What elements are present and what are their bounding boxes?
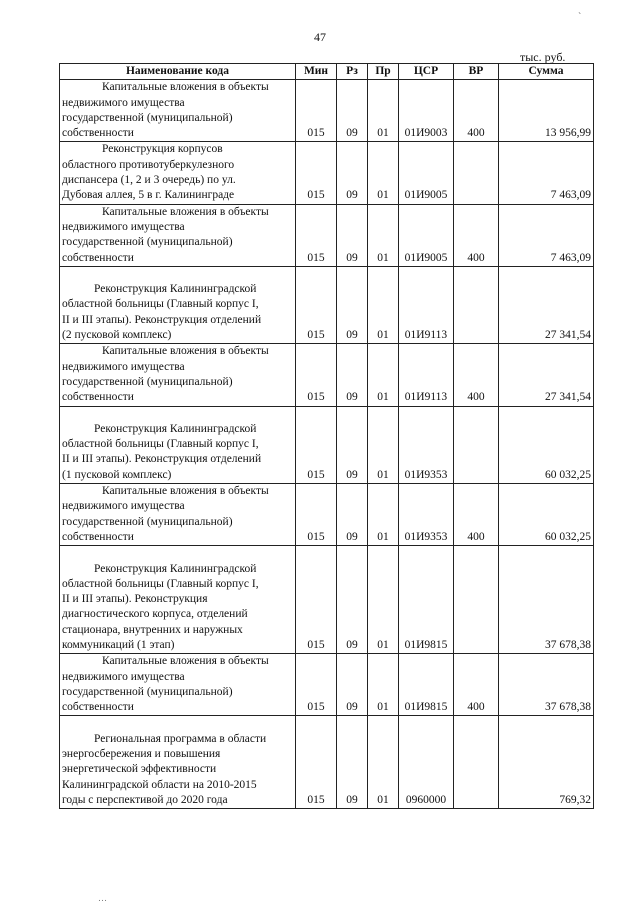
row-name	[60, 406, 296, 483]
row-pr: 01	[368, 406, 399, 483]
row-min: 015	[296, 716, 337, 809]
row-vr: 400	[454, 484, 499, 546]
row-pr: 01	[368, 266, 399, 343]
row-name-line: недвижимого имущества	[62, 220, 185, 233]
row-name-line: собственности	[62, 391, 134, 404]
table-row	[60, 406, 594, 483]
units-label: тыс. руб.	[520, 50, 566, 64]
table-row	[60, 654, 594, 716]
row-name-line	[62, 546, 293, 561]
row-name-line: II и III этапы). Реконструкция отделений	[62, 313, 262, 326]
row-rz: 09	[337, 484, 368, 546]
row-csr: 01И9353	[399, 406, 454, 483]
row-sum: 37 678,38	[499, 546, 594, 654]
row-name-line: II и III этапы). Реконструкция	[62, 593, 208, 606]
row-csr: 01И9113	[399, 266, 454, 343]
table-row	[60, 266, 594, 343]
row-name-line: коммуникаций (1 этап)	[62, 638, 175, 651]
row-min: 015	[296, 654, 337, 716]
row-name-line: недвижимого имущества	[62, 96, 185, 109]
row-name	[60, 142, 296, 204]
row-name	[60, 80, 296, 142]
row-pr: 01	[368, 80, 399, 142]
row-name-line: государственной (муниципальной)	[62, 685, 233, 698]
row-name	[60, 204, 296, 266]
col-header-name: Наименование кода	[60, 64, 296, 80]
row-name-line: диагностического корпуса, отделений	[62, 608, 248, 621]
table-row	[60, 484, 594, 546]
row-vr	[454, 716, 499, 809]
row-min: 015	[296, 344, 337, 406]
row-rz: 09	[337, 142, 368, 204]
row-min: 015	[296, 484, 337, 546]
row-name-line: энергетической эффективности	[62, 763, 217, 776]
row-pr: 01	[368, 716, 399, 809]
row-sum: 769,32	[499, 716, 594, 809]
row-pr: 01	[368, 142, 399, 204]
row-vr: 400	[454, 80, 499, 142]
row-sum: 60 032,25	[499, 484, 594, 546]
row-rz: 09	[337, 546, 368, 654]
row-vr: 400	[454, 654, 499, 716]
budget-table	[59, 63, 594, 809]
row-sum: 60 032,25	[499, 406, 594, 483]
row-name-line: областной больницы (Главный корпус I,	[62, 298, 259, 311]
row-csr: 01И9815	[399, 654, 454, 716]
row-rz: 09	[337, 406, 368, 483]
row-pr: 01	[368, 484, 399, 546]
row-csr: 01И9113	[399, 344, 454, 406]
row-name-line: собственности	[62, 701, 134, 714]
table-row	[60, 546, 594, 654]
row-name-line: Дубовая аллея, 5 в г. Калининграде	[62, 189, 235, 202]
row-min: 015	[296, 80, 337, 142]
row-sum: 7 463,09	[499, 142, 594, 204]
row-name-line: Капитальные вложения в объекты	[102, 81, 269, 94]
row-csr: 01И9003	[399, 80, 454, 142]
row-name-line: областного противотуберкулезного	[62, 158, 235, 171]
row-vr: 400	[454, 344, 499, 406]
row-csr: 0960000	[399, 716, 454, 809]
row-name-line: областной больницы (Главный корпус I,	[62, 438, 259, 451]
row-name-line: (1 пусковой комплекс)	[62, 468, 172, 481]
row-name-line: недвижимого имущества	[62, 500, 185, 513]
table-row	[60, 80, 594, 142]
row-name-line: государственной (муниципальной)	[62, 111, 233, 124]
table-row	[60, 344, 594, 406]
row-name	[60, 546, 296, 654]
col-header-rz: Рз	[337, 64, 368, 80]
row-pr: 01	[368, 654, 399, 716]
row-name	[60, 266, 296, 343]
row-min: 015	[296, 406, 337, 483]
col-header-vr: ВР	[454, 64, 499, 80]
row-name-line: Региональная программа в области	[94, 732, 267, 745]
row-min: 015	[296, 142, 337, 204]
row-vr: 400	[454, 204, 499, 266]
row-name	[60, 654, 296, 716]
row-name-line: Реконструкция Калининградской	[94, 562, 257, 575]
row-rz: 09	[337, 80, 368, 142]
row-rz: 09	[337, 654, 368, 716]
row-rz: 09	[337, 204, 368, 266]
row-rz: 09	[337, 344, 368, 406]
row-vr	[454, 266, 499, 343]
scan-mark-bottom: …	[98, 893, 107, 903]
row-sum: 27 341,54	[499, 344, 594, 406]
col-header-min: Мин	[296, 64, 337, 80]
row-name-line: собственности	[62, 251, 134, 264]
row-name-line: Калининградской области на 2010-2015	[62, 778, 257, 791]
row-name-line	[62, 716, 293, 731]
row-name-line: областной больницы (Главный корпус I,	[62, 577, 259, 590]
row-rz: 09	[337, 716, 368, 809]
col-header-pr: Пр	[368, 64, 399, 80]
table-row	[60, 142, 594, 204]
row-min: 015	[296, 546, 337, 654]
row-name	[60, 484, 296, 546]
page-number: 47	[314, 30, 326, 44]
row-pr: 01	[368, 344, 399, 406]
row-csr: 01И9005	[399, 204, 454, 266]
table-header-row	[60, 64, 594, 80]
row-name-line: государственной (муниципальной)	[62, 375, 233, 388]
table-row	[60, 716, 594, 809]
row-name-line: государственной (муниципальной)	[62, 515, 233, 528]
row-name-line: диспансера (1, 2 и 3 очередь) по ул.	[62, 174, 236, 187]
row-min: 015	[296, 204, 337, 266]
row-name-line: Капитальные вложения в объекты	[102, 485, 269, 498]
row-min: 015	[296, 266, 337, 343]
row-name-line: собственности	[62, 530, 134, 543]
row-sum: 37 678,38	[499, 654, 594, 716]
row-name-line: недвижимого имущества	[62, 670, 185, 683]
row-sum: 27 341,54	[499, 266, 594, 343]
row-name-line: (2 пусковой комплекс)	[62, 329, 172, 342]
col-header-csr: ЦСР	[399, 64, 454, 80]
row-name-line: Реконструкция корпусов	[102, 143, 223, 156]
row-name-line: II и III этапы). Реконструкция отделений	[62, 453, 262, 466]
scan-mark: `	[578, 12, 582, 23]
row-name-line	[62, 267, 293, 282]
col-header-sum: Сумма	[499, 64, 594, 80]
row-pr: 01	[368, 546, 399, 654]
row-name-line	[62, 407, 293, 422]
row-pr: 01	[368, 204, 399, 266]
row-name-line: Реконструкция Калининградской	[94, 422, 257, 435]
row-name	[60, 716, 296, 809]
row-name	[60, 344, 296, 406]
row-name-line: Капитальные вложения в объекты	[102, 205, 269, 218]
row-csr: 01И9815	[399, 546, 454, 654]
row-name-line: Капитальные вложения в объекты	[102, 655, 269, 668]
row-name-line: государственной (муниципальной)	[62, 236, 233, 249]
row-sum: 13 956,99	[499, 80, 594, 142]
row-name-line: годы с перспективой до 2020 года	[62, 793, 228, 806]
row-rz: 09	[337, 266, 368, 343]
row-vr	[454, 546, 499, 654]
row-name-line: недвижимого имущества	[62, 360, 185, 373]
row-csr: 01И9005	[399, 142, 454, 204]
table-row	[60, 204, 594, 266]
row-name-line: энергосбережения и повышения	[62, 748, 221, 761]
row-name-line: Капитальные вложения в объекты	[102, 345, 269, 358]
row-name-line: собственности	[62, 127, 134, 140]
row-vr	[454, 142, 499, 204]
row-sum: 7 463,09	[499, 204, 594, 266]
row-name-line: Реконструкция Калининградской	[94, 283, 257, 296]
row-csr: 01И9353	[399, 484, 454, 546]
row-vr	[454, 406, 499, 483]
row-name-line: стационара, внутренних и наружных	[62, 623, 243, 636]
